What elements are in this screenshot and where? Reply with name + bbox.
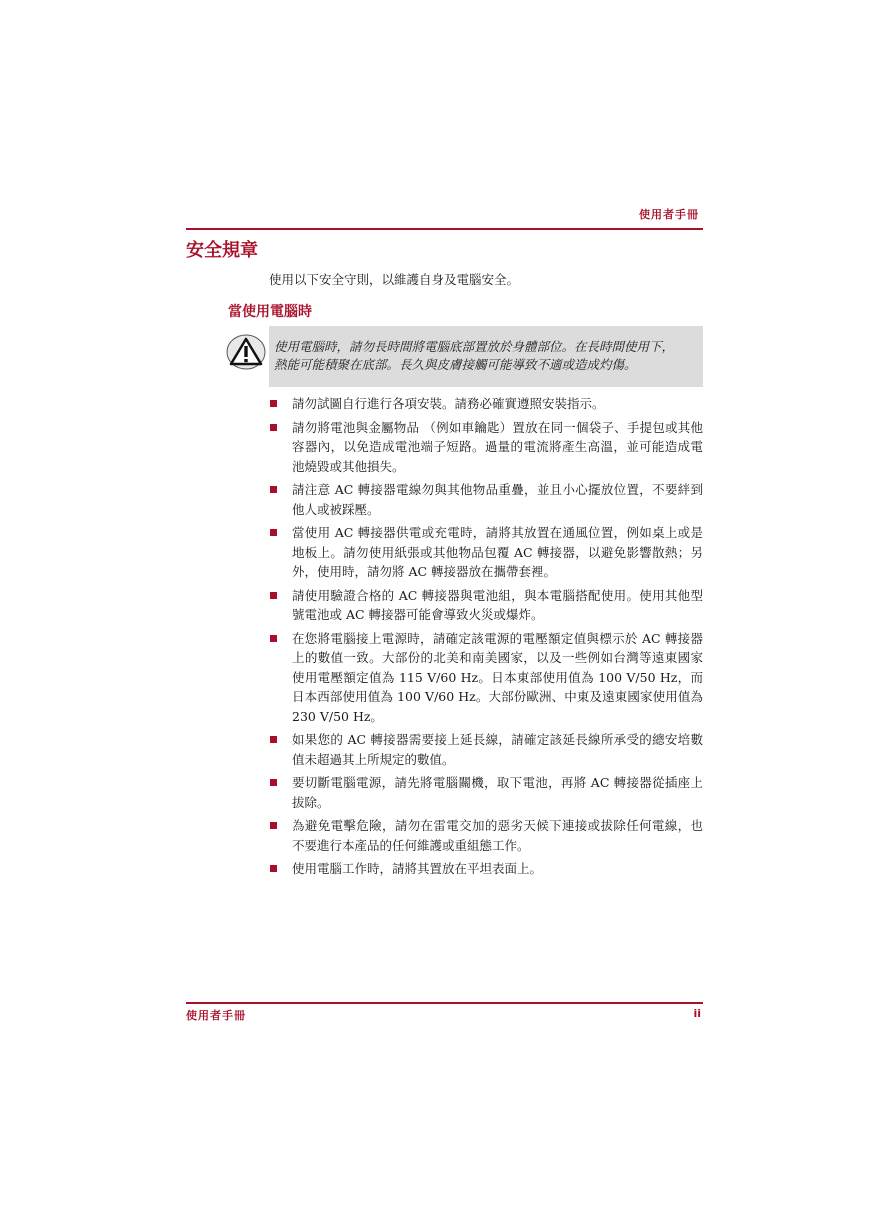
- list-item: [269, 629, 703, 727]
- list-item: [269, 480, 703, 519]
- warning-box: [269, 326, 703, 387]
- safety-bullet-list: [269, 394, 703, 883]
- bullet-square-icon: [270, 592, 277, 599]
- list-item-text: 請勿將電池與金屬物品 （例如車鑰匙）置放在同一個袋子、手提包或其他容器內，以免造成電池端子短路。過量的電流將產生高溫，並可能造成電池燒毀或其他損失。: [292, 419, 703, 474]
- list-item: [269, 523, 703, 582]
- footer-title: 使用者手冊: [186, 1009, 246, 1022]
- list-item: [269, 773, 703, 812]
- bullet-square-icon: [270, 486, 277, 493]
- footer-divider: [186, 1002, 703, 1004]
- list-item-text: 為避免電擊危險，請勿在雷電交加的惡劣天候下連接或拔除任何電線，也不要進行本產品的任何維護或重組態工作。: [292, 818, 703, 853]
- bullet-square-icon: [270, 779, 277, 786]
- list-item-text: 請注意 AC 轉接器電線勿與其他物品重疊，並且小心擺放位置，不要絆到他人或被踩壓。: [292, 482, 703, 517]
- warning-triangle-icon: [226, 334, 266, 370]
- bullet-square-icon: [270, 865, 277, 872]
- list-item-text: 使用電腦工作時，請將其置放在平坦表面上。: [292, 861, 543, 876]
- list-item: [269, 730, 703, 769]
- bullet-square-icon: [270, 400, 277, 407]
- list-item: [269, 394, 703, 414]
- header-title: 使用者手冊: [639, 208, 699, 221]
- subsection-title: 當使用電腦時: [228, 304, 312, 320]
- bullet-square-icon: [270, 529, 277, 536]
- bullet-square-icon: [270, 736, 277, 743]
- list-item-text: 請勿試圖自行進行各項安裝。請務必確實遵照安裝指示。: [292, 396, 605, 411]
- list-item-text: 在您將電腦接上電源時，請確定該電源的電壓額定值與標示於 AC 轉接器上的數值一致。大部份的北美和南美國家，以及一些例如台灣等遠東國家使用電壓額定值為 115 V/60 Hz。日本東部使用值為 100 V/50 Hz，而日本西部使用值為 100 V/60 Hz。大部份歐洲、中東及遠東國家使用值為 230 V/50 Hz。: [292, 630, 703, 724]
- warning-text: [274, 338, 695, 374]
- list-item: [269, 859, 703, 879]
- list-item: [269, 816, 703, 855]
- warning-line-1: 使用電腦時，請勿長時間將電腦底部置放於身體部位。在長時間使用下，: [274, 339, 675, 354]
- page-number: ii: [693, 1007, 701, 1020]
- header-divider: [186, 228, 703, 230]
- warning-line-2: 熱能可能積聚在底部。長久與皮膚接觸可能導致不適或造成灼傷。: [274, 357, 637, 372]
- bullet-square-icon: [270, 424, 277, 431]
- list-item-text: 要切斷電腦電源，請先將電腦關機，取下電池，再將 AC 轉接器從插座上拔除。: [292, 775, 703, 810]
- bullet-square-icon: [270, 822, 277, 829]
- list-item: [269, 586, 703, 625]
- list-item-text: 如果您的 AC 轉接器需要接上延長線，請確定該延長線所承受的總安培數值未超過其上所規定的數值。: [292, 732, 703, 767]
- section-title: 安全規章: [186, 240, 258, 261]
- bullet-square-icon: [270, 635, 277, 642]
- intro-text: 使用以下安全守則，以維護自身及電腦安全。: [269, 272, 520, 287]
- list-item-text: 當使用 AC 轉接器供電或充電時，請將其放置在通風位置，例如桌上或是地板上。請勿使用紙張或其他物品包覆 AC 轉接器，以避免影響散熱；另外，使用時，請勿將 AC 轉接器放在攜帶套裡。: [292, 525, 703, 579]
- list-item-text: 請使用驗證合格的 AC 轉接器與電池組，與本電腦搭配使用。使用其他型號電池或 AC 轉接器可能會導致火災或爆炸。: [292, 587, 703, 622]
- list-item: [269, 418, 703, 477]
